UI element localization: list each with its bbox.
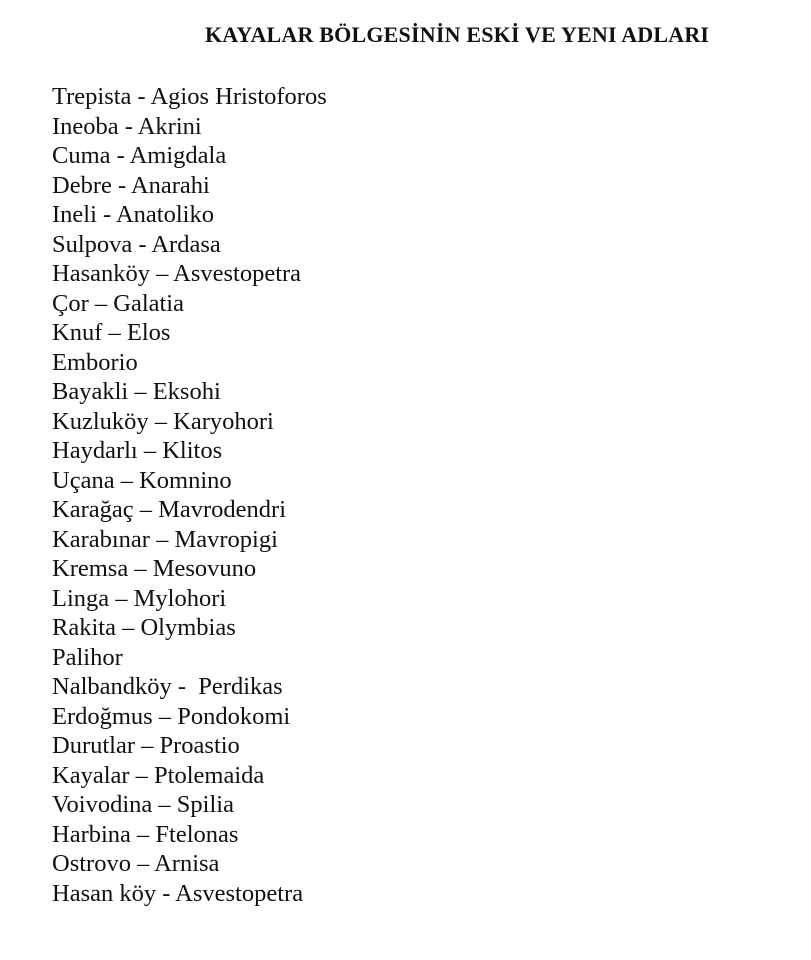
list-item: Debre - Anarahi [52,171,210,199]
list-item: Kayalar – Ptolemaida [52,761,265,789]
list-item: Karabınar – Mavropigi [52,525,278,553]
list-item: Ineoba - Akrini [52,112,202,140]
list-item: Sulpova - Ardasa [52,230,221,258]
list-item: Kuzluköy – Karyohori [52,407,274,435]
list-item: Trepista - Agios Hristoforos [52,83,327,110]
place-name-list [52,82,327,908]
list-item: Kremsa – Mesovuno [52,555,257,582]
list-item: Ineli - Anatoliko [52,201,214,228]
list-item: Hasanköy – Asvestopetra [52,260,302,287]
list-item: Voivodina – Spilia [52,791,234,818]
list-item: Cuma - Amigdala [52,142,227,169]
list-item: Knuf – Elos [52,319,171,346]
list-item: Emborio [52,348,138,376]
list-item: Nalbandköy - Perdikas [52,673,283,700]
list-item: Bayakli – Eksohi [52,378,221,405]
list-item: Çor – Galatia [52,289,184,317]
list-item: Erdoğmus – Pondokomi [52,702,291,730]
list-item: Durutlar – Proastio [52,732,240,759]
list-item: Ostrovo – Arnisa [52,850,220,877]
list-item: Karağaç – Mavrodendri [52,496,287,523]
page-title: KAYALAR BÖLGESİNİN ESKİ VE YENI ADLARI [205,22,710,47]
list-item: Haydarlı – Klitos [52,437,223,464]
list-item: Harbina – Ftelonas [52,820,239,848]
list-item: Hasan köy - Asvestopetra [52,879,304,907]
list-item: Palihor [52,643,123,671]
list-item: Uçana – Komnino [52,466,232,494]
list-item: Rakita – Olymbias [52,614,236,641]
list-item: Linga – Mylohori [52,584,227,612]
